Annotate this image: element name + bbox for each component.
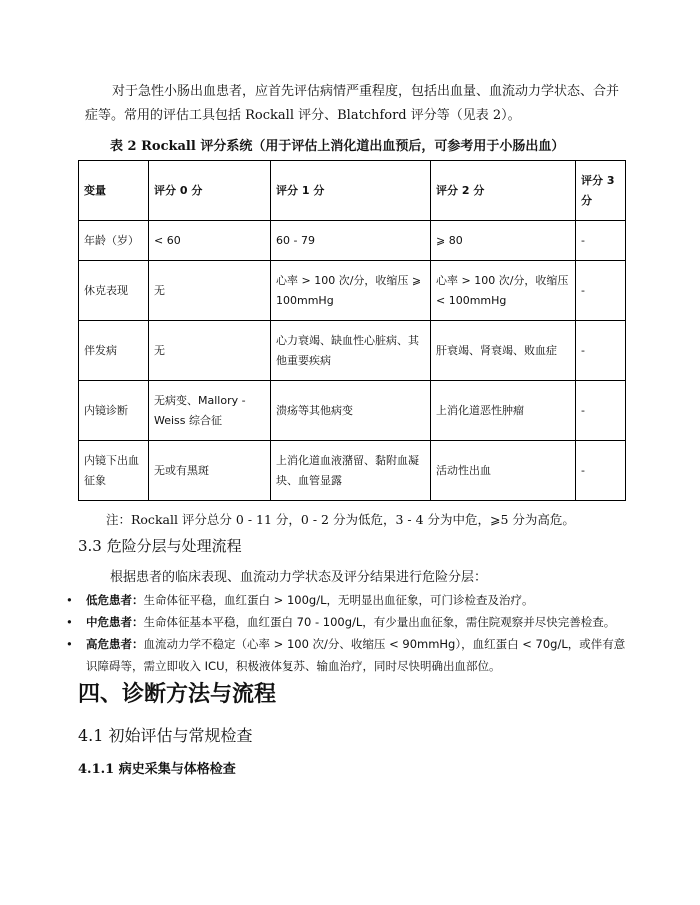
table-cell: -: [576, 221, 626, 261]
table-cell: ⩾ 80: [431, 221, 576, 261]
table-row: [79, 221, 626, 261]
table-row: [79, 321, 626, 381]
intro-paragraph: 对于急性小肠出血患者，应首先评估病情严重程度，包括出血量、血流动力学状态、合并症等。常用的评估工具包括 Rockall 评分、Blatchford 评分等（见表 2）。: [85, 84, 620, 123]
bullet-icon: •: [66, 593, 73, 607]
table-row: [79, 441, 626, 501]
table-cell: 无病变、Mallory - Weiss 综合征: [149, 381, 271, 441]
table-cell: 心力衰竭、缺血性心脏病、其他重要疾病: [271, 321, 431, 381]
section-4-1-heading: 4.1 初始评估与常规检查: [78, 726, 253, 745]
table-cell: 肝衰竭、肾衰竭、败血症: [431, 321, 576, 381]
risk-intro: 根据患者的临床表现、血流动力学状态及评分结果进行危险分层：: [110, 570, 488, 585]
risk-text-mid: 生命体征基本平稳，血红蛋白 70 - 100g/L，有少量出血征象，需住院观察并尽快完善检查。: [143, 615, 616, 629]
section-4-heading: 四、诊断方法与流程: [78, 681, 277, 707]
table-row: [79, 381, 626, 441]
table-cell: 无: [149, 261, 271, 321]
table-row: [79, 261, 626, 321]
table-title: 表 2 Rockall 评分系统（用于评估上消化道出血预后，可参考用于小肠出血）: [110, 139, 565, 154]
table-cell: 年龄（岁）: [79, 221, 149, 261]
table-cell: 溃疡等其他病变: [271, 381, 431, 441]
table-cell: < 60: [149, 221, 271, 261]
risk-text-low: 生命体征平稳，血红蛋白 > 100g/L，无明显出血征象，可门诊检查及治疗。: [143, 593, 534, 607]
risk-label-high: 高危患者：: [86, 637, 144, 651]
risk-label-low: 低危患者：: [86, 593, 144, 607]
list-item: [66, 589, 636, 611]
table-cell: 上消化道血液潴留、黏附血凝块、血管显露: [271, 441, 431, 501]
table-cell: 休克表现: [79, 261, 149, 321]
table-cell: 上消化道恶性肿瘤: [431, 381, 576, 441]
table-cell: 伴发病: [79, 321, 149, 381]
table-cell: -: [576, 441, 626, 501]
table-header-row: [79, 161, 626, 221]
list-item: [66, 611, 636, 633]
table-cell: 活动性出血: [431, 441, 576, 501]
table-note: 注：Rockall 评分总分 0 - 11 分，0 - 2 分为低危，3 - 4 分为中危，⩾5 分为高危。: [106, 512, 575, 527]
header-score-0: 评分 0 分: [149, 161, 271, 221]
table-cell: 心率 > 100 次/分，收缩压 < 100mmHg: [431, 261, 576, 321]
header-score-3: 评分 3 分: [576, 161, 626, 221]
risk-list: [66, 589, 636, 677]
table-cell: 无或有黑斑: [149, 441, 271, 501]
table-cell: 内镜诊断: [79, 381, 149, 441]
table-cell: 内镜下出血征象: [79, 441, 149, 501]
section-3-3-heading: 3.3 危险分层与处理流程: [78, 537, 242, 555]
section-4-1-1-heading: 4.1.1 病史采集与体格检查: [78, 762, 236, 777]
table-cell: -: [576, 381, 626, 441]
list-item: [66, 633, 636, 677]
table-cell: 心率 > 100 次/分，收缩压 ⩾ 100mmHg: [271, 261, 431, 321]
bullet-icon: •: [66, 637, 73, 651]
header-score-2: 评分 2 分: [431, 161, 576, 221]
risk-label-mid: 中危患者：: [86, 615, 144, 629]
table-cell: 60 - 79: [271, 221, 431, 261]
table-cell: 无: [149, 321, 271, 381]
table-cell: -: [576, 321, 626, 381]
rockall-table: [78, 160, 626, 501]
header-score-1: 评分 1 分: [271, 161, 431, 221]
bullet-icon: •: [66, 615, 73, 629]
risk-text-high: 血流动力学不稳定（心率 > 100 次/分、收缩压 < 90mmHg），血红蛋白 < 70g/L，或伴有意识障碍等，需立即收入 ICU，积极液体复苏、输血治疗，同时尽快明确出血部位。: [86, 637, 626, 673]
header-variable: 变量: [79, 161, 149, 221]
table-cell: -: [576, 261, 626, 321]
